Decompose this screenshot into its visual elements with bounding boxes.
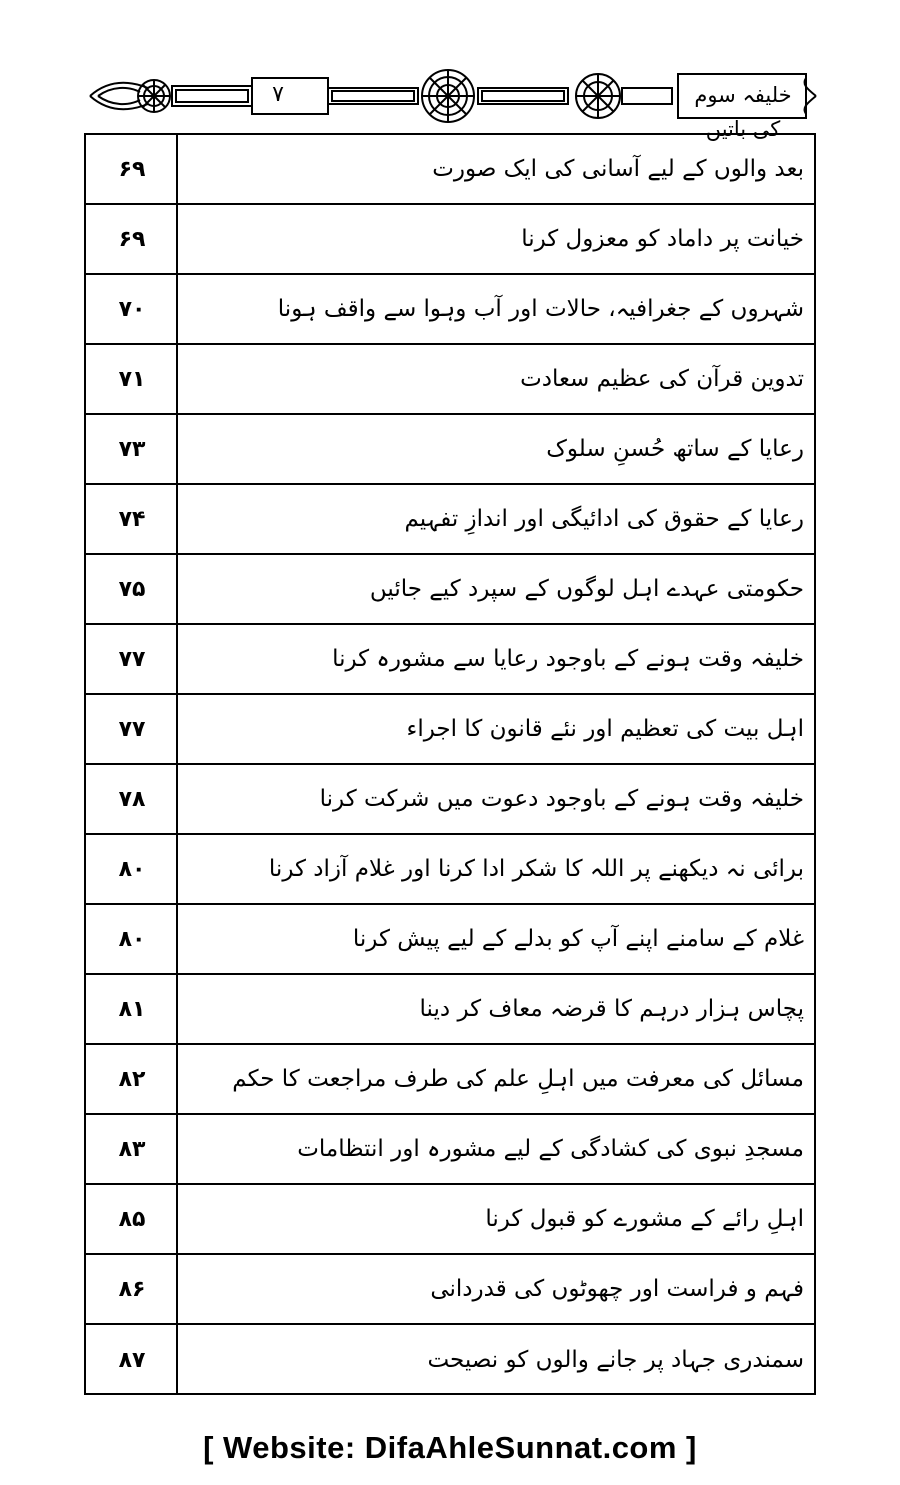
table-row[interactable] — [86, 1325, 814, 1395]
table-row[interactable] — [86, 1185, 814, 1255]
page-ref: ۶۹ — [118, 226, 146, 252]
topic-title: فہم و فراست اور چھوٹوں کی قدردانی — [430, 1276, 804, 1302]
page-ref: ۸۶ — [118, 1276, 146, 1302]
page-header — [88, 66, 818, 141]
table-row[interactable] — [86, 765, 814, 835]
page-ref: ۷۳ — [118, 436, 146, 462]
topic-title: مسائل کی معرفت میں اہلِ علم کی طرف مراجعت کا حکم — [232, 1066, 804, 1092]
table-row[interactable] — [86, 555, 814, 625]
topic-title: تدوین قرآن کی عظیم سعادت — [520, 366, 804, 392]
table-row[interactable] — [86, 275, 814, 345]
table-row[interactable] — [86, 1255, 814, 1325]
topic-title: سمندری جہاد پر جانے والوں کو نصیحت — [427, 1347, 804, 1373]
table-row[interactable] — [86, 905, 814, 975]
page-ref: ۷۱ — [118, 366, 146, 392]
topic-title: رعایا کے ساتھ حُسنِ سلوک — [546, 436, 804, 462]
table-row[interactable] — [86, 205, 814, 275]
page-ref: ۸۵ — [118, 1206, 146, 1232]
page-ref: ۷۰ — [118, 296, 146, 322]
page-ref: ۸۳ — [118, 1136, 146, 1162]
table-row[interactable] — [86, 1045, 814, 1115]
contents-table — [84, 133, 816, 1395]
topic-title: خلیفہ وقت ہونے کے باوجود رعایا سے مشورہ کرنا — [332, 646, 804, 672]
page-ref: ۷۷ — [118, 646, 146, 672]
topic-title: مسجدِ نبوی کی کشادگی کے لیے مشورہ اور انتظامات — [297, 1136, 804, 1162]
page-ref: ۷۴ — [118, 506, 146, 532]
table-row[interactable] — [86, 975, 814, 1045]
page-ref: ۸۷ — [118, 1347, 146, 1373]
topic-title: برائی نہ دیکھنے پر اللہ کا شکر ادا کرنا اور غلام آزاد کرنا — [268, 856, 804, 882]
page-ref: ۷۵ — [118, 576, 146, 602]
topic-title: پچاس ہزار درہم کا قرضہ معاف کر دینا — [419, 996, 804, 1022]
page-ref: ۶۹ — [118, 156, 146, 182]
page-ref: ۷۷ — [118, 716, 146, 742]
topic-title: رعایا کے حقوق کی ادائیگی اور اندازِ تفہیم — [404, 506, 804, 532]
table-row[interactable] — [86, 695, 814, 765]
page-ref: ۷۸ — [118, 786, 146, 812]
table-row[interactable] — [86, 415, 814, 485]
topic-title: غلام کے سامنے اپنے آپ کو بدلے کے لیے پیش کرنا — [352, 926, 804, 952]
table-row[interactable] — [86, 835, 814, 905]
page-number: ۷ — [272, 82, 284, 107]
table-row[interactable] — [86, 135, 814, 205]
page-ref: ۸۱ — [118, 996, 146, 1022]
topic-title: اہلِ رائے کے مشورے کو قبول کرنا — [485, 1206, 804, 1232]
topic-title: حکومتی عہدے اہل لوگوں کے سپرد کیے جائیں — [369, 576, 804, 602]
running-header-title: خلیفہ سوم کی باتیں — [694, 83, 792, 141]
page-ref: ۸۰ — [118, 856, 146, 882]
page-ref: ۸۲ — [118, 1066, 146, 1092]
website-footer: [ Website: DifaAhleSunnat.com ] — [203, 1430, 697, 1465]
topic-title: شہروں کے جغرافیہ، حالات اور آب وہوا سے واقف ہونا — [277, 296, 804, 322]
topic-title: اہل بیت کی تعظیم اور نئے قانون کا اجراء — [406, 716, 804, 742]
topic-title: خلیفہ وقت ہونے کے باوجود دعوت میں شرکت کرنا — [319, 786, 804, 812]
topic-title: خیانت پر داماد کو معزول کرنا — [521, 226, 804, 252]
table-row[interactable] — [86, 485, 814, 555]
topic-title: بعد والوں کے لیے آسانی کی ایک صورت — [432, 156, 804, 182]
table-row[interactable] — [86, 625, 814, 695]
table-row[interactable] — [86, 1115, 814, 1185]
page-ref: ۸۰ — [118, 926, 146, 952]
table-row[interactable] — [86, 345, 814, 415]
